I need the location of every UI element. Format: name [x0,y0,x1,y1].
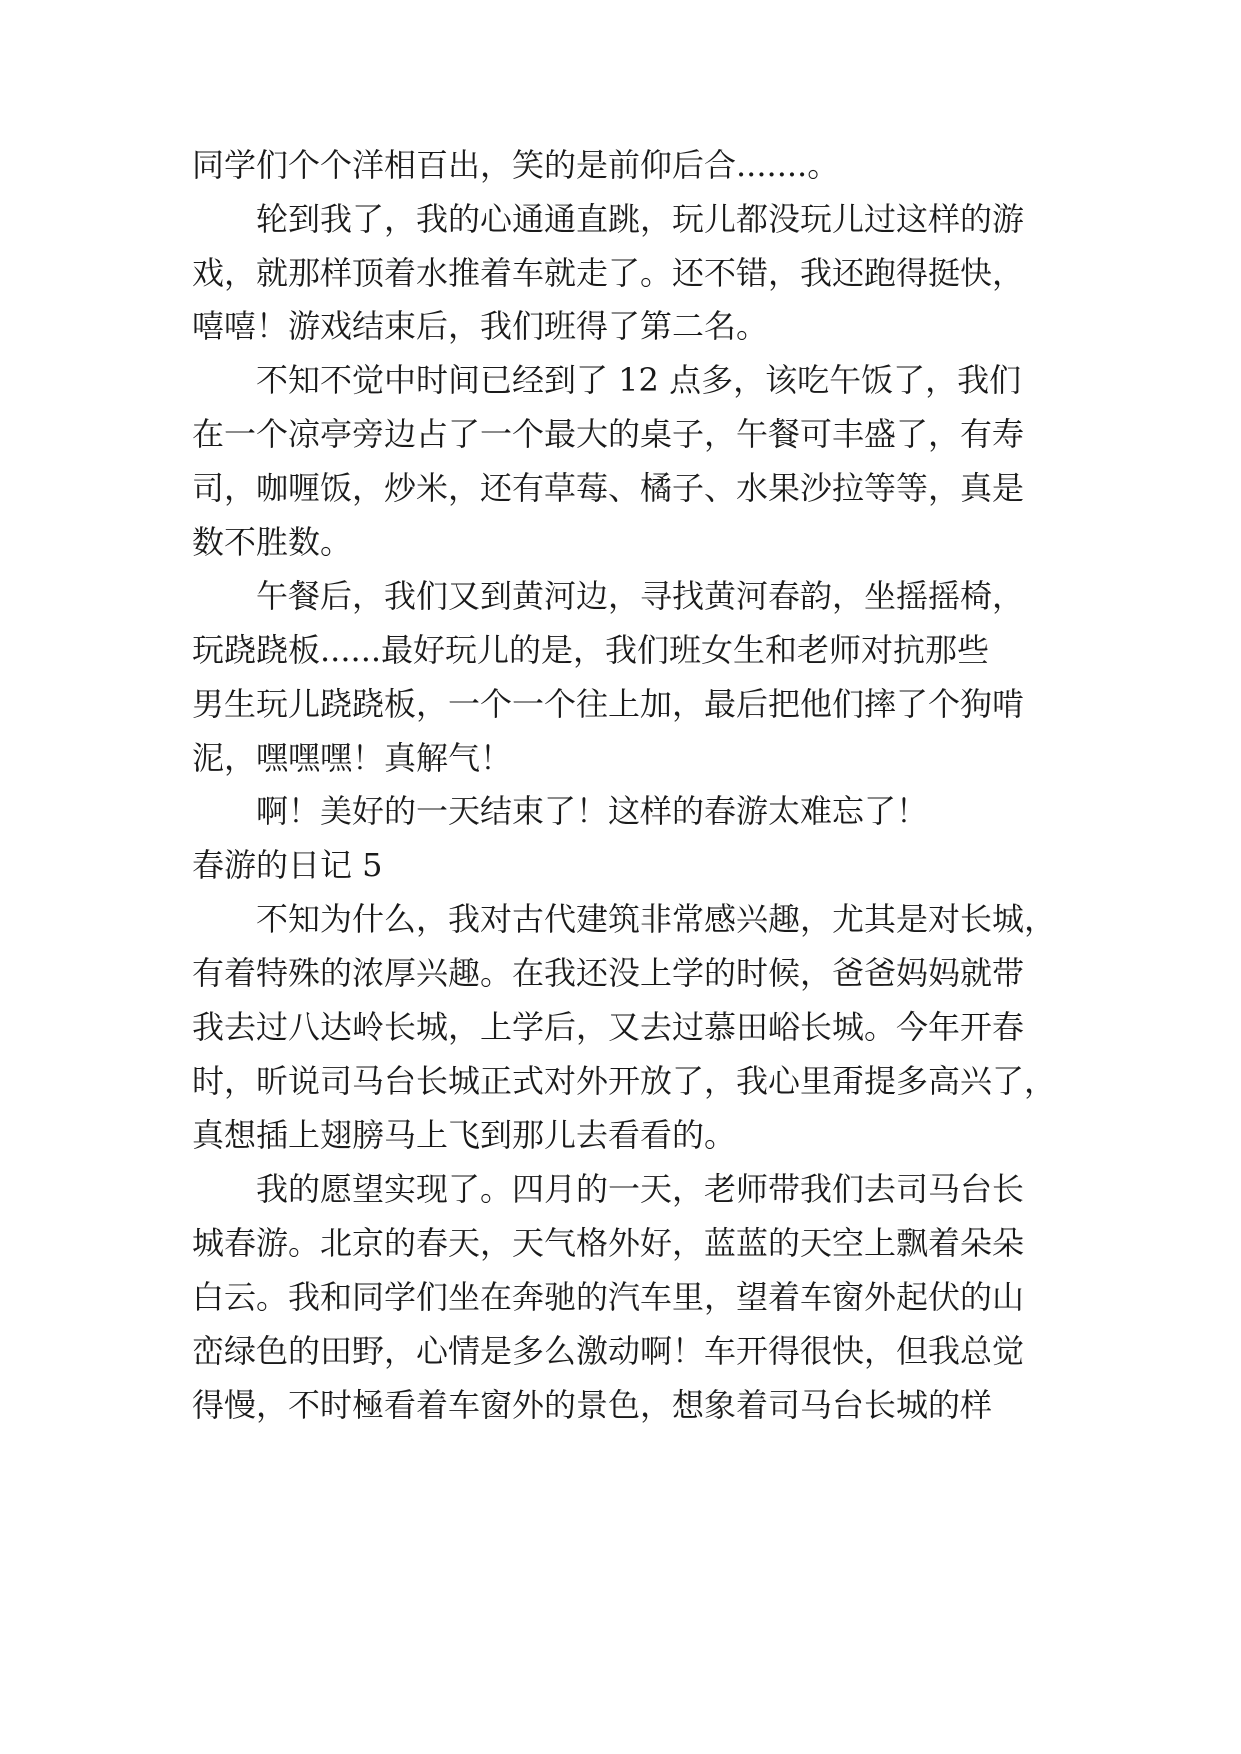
paragraph-start: 不知为什么，我对古代建筑非常感兴趣，尤其是对长城， [256,900,1057,938]
section-title: 春游的日记 5 [192,846,383,884]
paragraph-start: 轮到我了，我的心通通直跳，玩儿都没玩儿过这样的游 [256,200,1025,238]
text-line: 真想插上翅膀马上飞到那儿去看看的。 [192,1116,737,1154]
text-line: 司，咖喱饭，炒米，还有草莓、橘子、水果沙拉等等，真是 [192,469,1025,507]
text-line: 戏，就那样顶着水推着车就走了。还不错，我还跑得挺快， [192,254,1025,292]
paragraph-start: 不知不觉中时间已经到了 12 点多，该吃午饭了，我们 [256,361,1022,399]
text-line: 我去过八达岭长城，上学后，又去过慕田峪长城。今年开春 [192,1008,1025,1046]
text-line: 数不胜数。 [192,523,353,561]
text-line: 泥，嘿嘿嘿！真解气！ [192,739,513,777]
text-line: 嘻嘻！游戏结束后，我们班得了第二名。 [192,307,769,345]
text-line: 同学们个个洋相百出，笑的是前仰后合.......。 [192,146,840,184]
text-line: 峦绿色的田野，心情是多么激动啊！车开得很快，但我总觉 [192,1332,1025,1370]
paragraph-start: 我的愿望实现了。四月的一天，老师带我们去司马台长 [256,1170,1025,1208]
text-line: 得慢，不时極看着车窗外的景色，想象着司马台长城的样 [192,1386,993,1424]
text-line: 城春游。北京的春天，天气格外好，蓝蓝的天空上飘着朵朵 [192,1224,1025,1262]
paragraph-start: 啊！美好的一天结束了！这样的春游太难忘了！ [256,792,929,830]
text-line: 时，昕说司马台长城正式对外开放了，我心里甭提多高兴了， [192,1062,1057,1100]
text-line: 玩跷跷板......最好玩儿的是，我们班女生和老师对抗那些 [192,631,990,669]
text-line: 白云。我和同学们坐在奔驰的汽车里，望着车窗外起伏的山 [192,1278,1025,1316]
text-line: 有着特殊的浓厚兴趣。在我还没上学的时候，爸爸妈妈就带 [192,954,1025,992]
paragraph-start: 午餐后，我们又到黄河边，寻找黄河春韵，坐摇摇椅， [256,577,1025,615]
text-line: 男生玩儿跷跷板，一个一个往上加，最后把他们摔了个狗啃 [192,685,1025,723]
text-line: 在一个凉亭旁边占了一个最大的桌子，午餐可丰盛了，有寿 [192,415,1025,453]
